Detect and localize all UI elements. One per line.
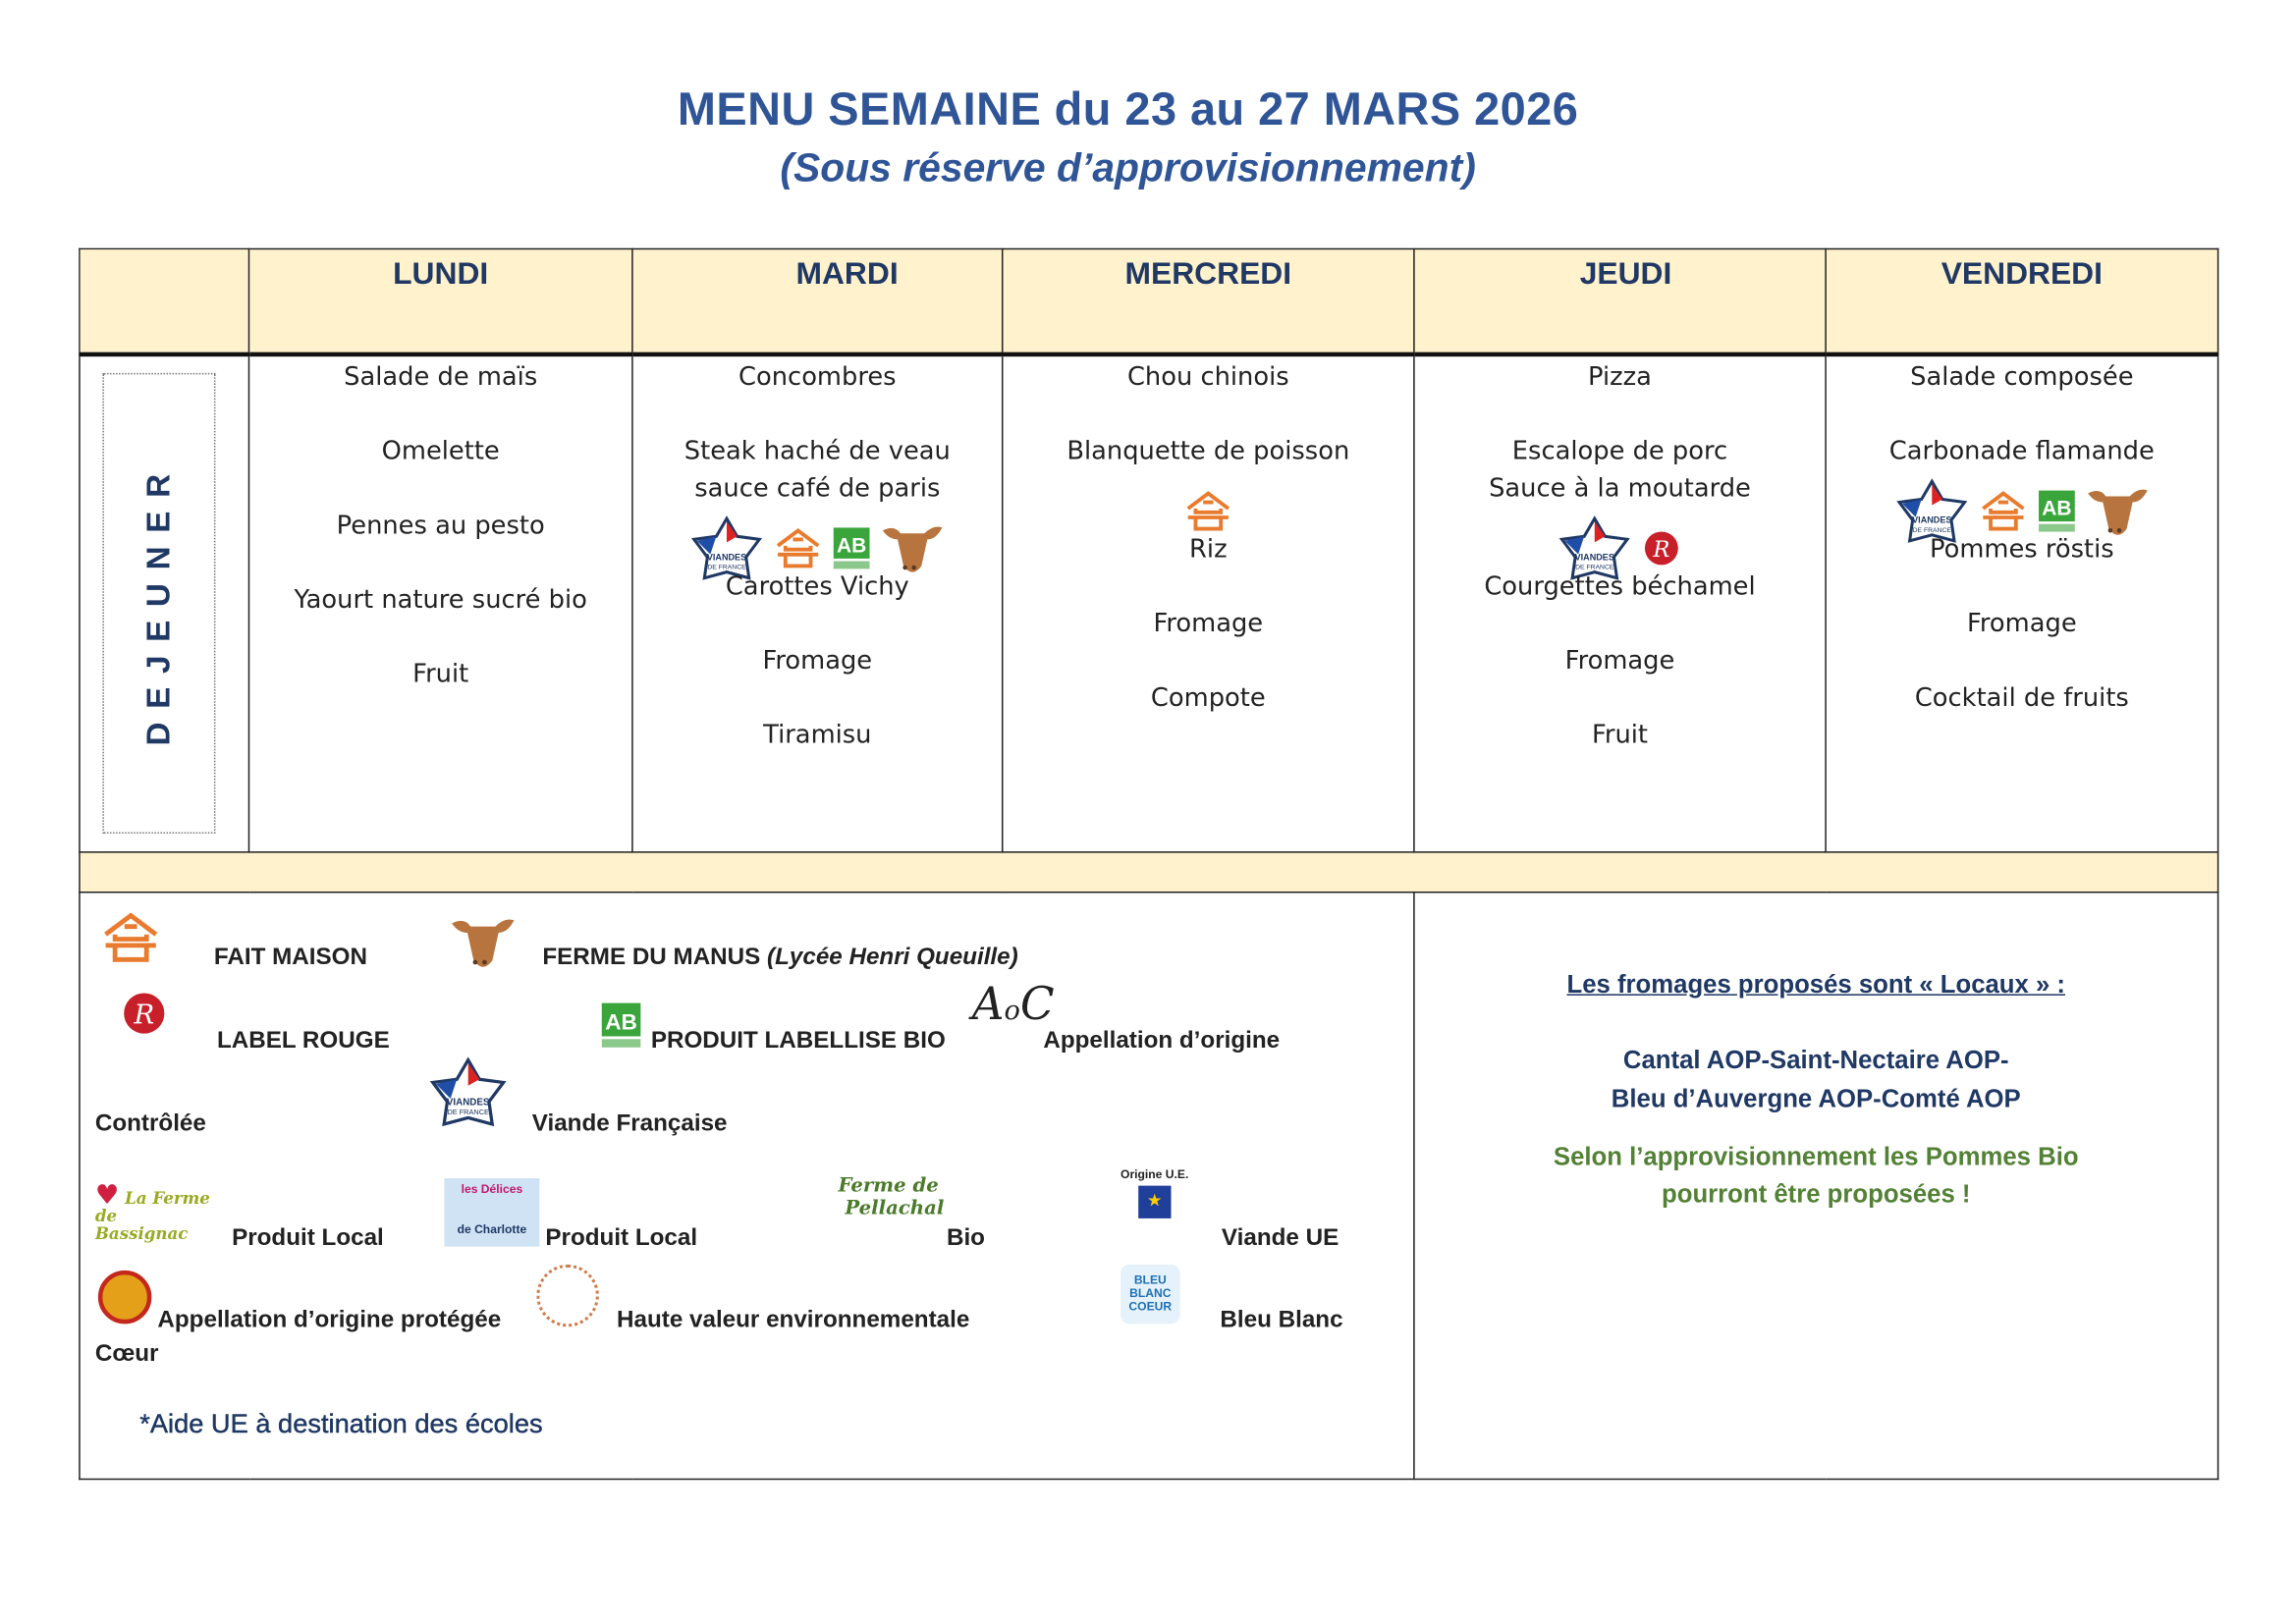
legend-aoc: Appellation d’origine bbox=[1043, 1028, 1281, 1054]
menu-dish: Fromage bbox=[1966, 609, 2077, 639]
menu-dish: Escalope de porc Sauce à la moutarde bbox=[1489, 436, 1751, 505]
menu-cell-lundi bbox=[248, 354, 631, 852]
aide-ue-note: *Aide UE à destination des écoles bbox=[139, 1408, 543, 1438]
fromages-info-cell bbox=[1414, 893, 2218, 1480]
menu-dish: Omelette bbox=[381, 436, 500, 467]
fromages-list bbox=[1415, 1042, 2217, 1119]
meal-label: DEJEUNER bbox=[139, 460, 178, 746]
menu-dish: Carottes Vichy bbox=[725, 571, 909, 602]
fait-maison-icon bbox=[773, 526, 823, 570]
separator-band bbox=[80, 852, 2218, 893]
meal-label-cell bbox=[80, 354, 249, 852]
menu-cell-jeudi bbox=[1414, 354, 1826, 852]
bio-ab-icon bbox=[2037, 487, 2075, 534]
fait-maison-icon bbox=[1183, 489, 1233, 533]
legend-hve: Haute valeur environnementale bbox=[617, 1307, 970, 1333]
bio-ab-icon bbox=[600, 1000, 641, 1050]
day-header-mercredi bbox=[1003, 248, 1414, 353]
aoc-logo-icon: AoC bbox=[971, 979, 1055, 1032]
menu-dish: Steak haché de veau sauce café de paris bbox=[683, 436, 951, 505]
menu-table bbox=[79, 248, 2218, 1481]
menu-dish: Courgettes béchamel bbox=[1484, 571, 1756, 602]
legend-text: FERME DU MANUS bbox=[542, 945, 768, 971]
origine-ue-logo-icon: Origine U.E. ★ bbox=[1121, 1167, 1188, 1217]
menu-cell-mercredi bbox=[1003, 354, 1414, 852]
menu-dish: Cocktail de fruits bbox=[1914, 683, 2129, 714]
legend-label-rouge: LABEL ROUGE bbox=[216, 1028, 390, 1054]
day-header-jeudi bbox=[1414, 248, 1826, 353]
legend-row bbox=[80, 893, 2218, 1480]
day-label: JEUDI bbox=[1579, 256, 1672, 292]
corner-cell bbox=[80, 248, 249, 353]
legend-aop: Appellation d’origine protégée bbox=[157, 1307, 502, 1333]
menu-dish: Salade composée bbox=[1910, 362, 2134, 393]
menu-dish: Fromage bbox=[1153, 609, 1264, 639]
day-header-lundi bbox=[248, 248, 631, 353]
menu-dish: Pommes röstis bbox=[1929, 534, 2114, 566]
band-cell bbox=[80, 852, 2218, 893]
menu-dish: Chou chinois bbox=[1126, 362, 1289, 393]
ferme-pellachal-logo-icon: Ferme de Pellachal bbox=[838, 1175, 945, 1220]
legend-fait-maison: FAIT MAISON bbox=[213, 945, 367, 971]
menu-dish: Blanquette de poisson bbox=[1066, 436, 1350, 467]
day-header-vendredi bbox=[1826, 248, 2218, 353]
menu-cell-mardi bbox=[632, 354, 1003, 852]
menu-dish: Tiramisu bbox=[763, 720, 872, 751]
menu-dish: Fruit bbox=[1591, 720, 1649, 751]
page-title: MENU SEMAINE du 23 au 27 MARS 2026 bbox=[677, 82, 1579, 135]
fromages-line-1: Cantal AOP-Saint-Nectaire AOP- bbox=[1622, 1046, 2009, 1075]
legend-viande-ue: Viande UE bbox=[1221, 1225, 1339, 1252]
fait-maison-icon bbox=[1977, 489, 2027, 533]
day-label: MARDI bbox=[795, 256, 899, 292]
bio-ab-icon bbox=[832, 524, 870, 571]
day-label: MERCREDI bbox=[1124, 256, 1292, 292]
legend-viande-francaise: Viande Française bbox=[531, 1110, 728, 1137]
pommes-bio-note bbox=[1415, 1138, 2217, 1213]
menu-dish: Fromage bbox=[762, 646, 873, 676]
legend-bio: PRODUIT LABELLISE BIO bbox=[650, 1028, 946, 1054]
day-label: LUNDI bbox=[393, 256, 489, 292]
bassignac-logo-icon: ♥ La Ferme de Bassignac bbox=[94, 1179, 210, 1244]
legend-coeur: Cœur bbox=[94, 1341, 159, 1368]
legend-text-italic: (Lycée Henri Queuille) bbox=[767, 945, 1018, 971]
menu-cell-vendredi bbox=[1826, 354, 2218, 852]
pommes-line-1: Selon l’approvisionnement les Pommes Bio bbox=[1553, 1142, 2079, 1171]
legend-cell bbox=[80, 893, 1414, 1480]
pommes-line-2: pourront être proposées ! bbox=[1662, 1179, 1971, 1209]
fromages-heading: Les fromages proposés sont « Locaux » : bbox=[1566, 970, 2066, 999]
page-subtitle: (Sous réserve d’approvisionnement) bbox=[780, 145, 1476, 190]
menu-dish: Pennes au pesto bbox=[336, 511, 545, 541]
menu-dish: Fruit bbox=[412, 659, 469, 690]
bleu-blanc-coeur-logo-icon: BLEU BLANC COEUR bbox=[1121, 1265, 1180, 1325]
menu-dish: Concombres bbox=[738, 362, 897, 393]
menu-dish: Yaourt nature sucré bio bbox=[294, 585, 587, 616]
legend-produit-local-1: Produit Local bbox=[232, 1225, 384, 1252]
day-label: VENDREDI bbox=[1941, 256, 2103, 292]
menu-dish: Fromage bbox=[1564, 646, 1675, 676]
dejeuner-row bbox=[80, 354, 2218, 852]
viandes-de-france-icon bbox=[428, 1056, 509, 1128]
legend-bleu-blanc: Bleu Blanc bbox=[1220, 1307, 1343, 1333]
legend-produit-local-2: Produit Local bbox=[545, 1225, 698, 1252]
fait-maison-icon bbox=[98, 911, 164, 964]
menu-dish: Compote bbox=[1150, 683, 1266, 714]
cow-icon bbox=[449, 911, 518, 974]
legend-bio-2: Bio bbox=[946, 1225, 985, 1252]
legend-controlee: Contrôlée bbox=[94, 1110, 206, 1137]
menu-dish: Pizza bbox=[1588, 362, 1652, 393]
legend-ferme-manus bbox=[542, 945, 1017, 971]
label-rouge-icon bbox=[1641, 527, 1682, 568]
fromages-line-2: Bleu d’Auvergne AOP-Comté AOP bbox=[1611, 1084, 2021, 1113]
menu-dish: Carbonade flamande bbox=[1888, 436, 2155, 467]
menu-dish: Salade de maïs bbox=[344, 362, 538, 393]
label-rouge-icon bbox=[119, 988, 169, 1038]
menu-dish: Riz bbox=[1189, 534, 1228, 566]
day-header-mardi bbox=[632, 248, 1003, 353]
hve-logo-icon bbox=[536, 1265, 599, 1327]
days-header-row bbox=[80, 248, 2218, 353]
delices-charlotte-logo-icon: les Délices de Charlotte bbox=[444, 1178, 539, 1247]
aop-logo-icon bbox=[98, 1271, 151, 1324]
